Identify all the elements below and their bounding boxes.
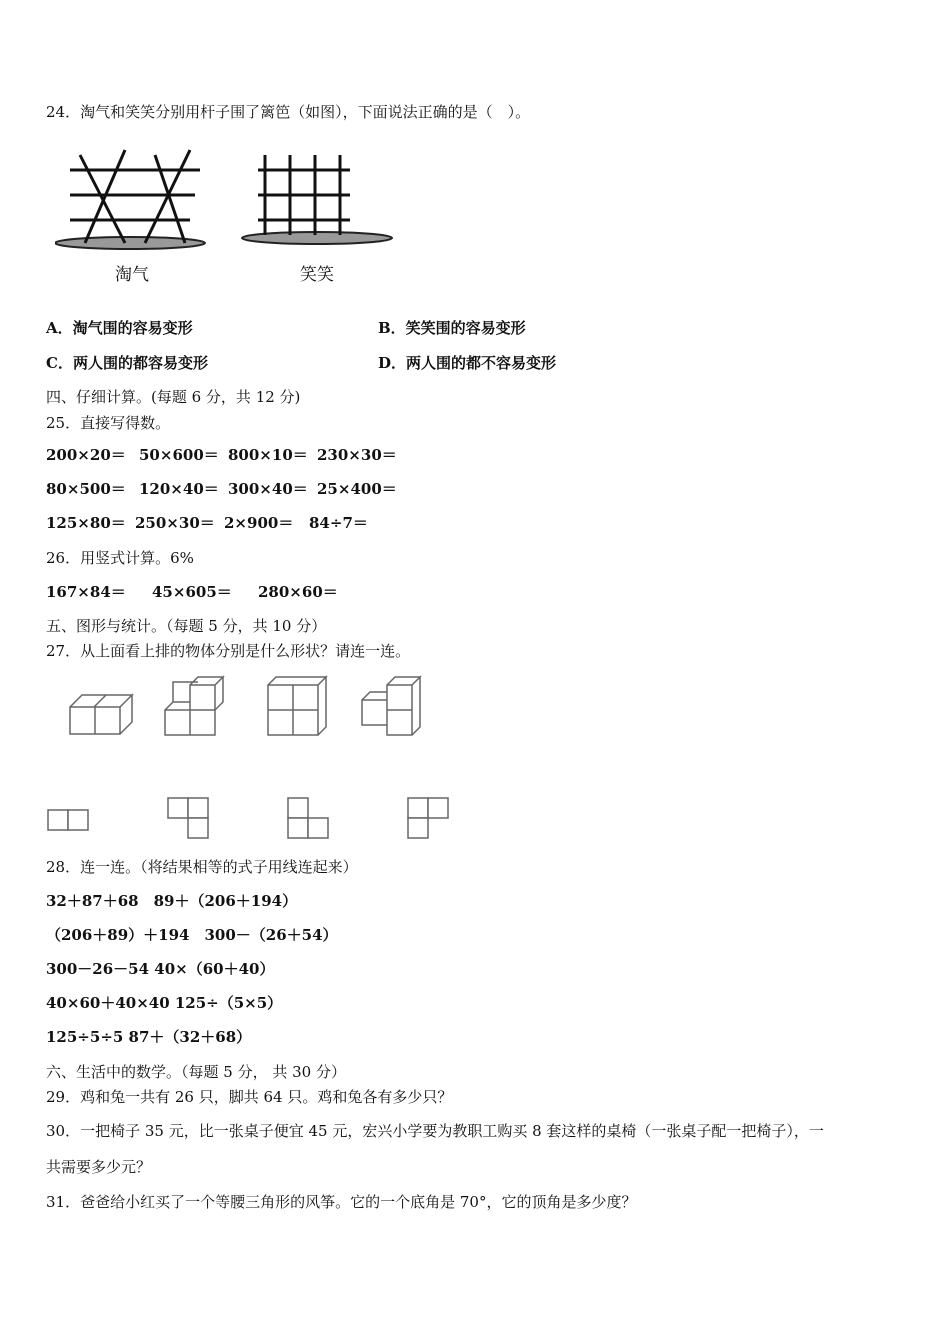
q25-stem: 25．直接写得数。: [46, 414, 171, 432]
q30-line2: 共需要多少元？: [46, 1158, 152, 1176]
option-d[interactable]: D．两人围的都不容易变形: [378, 354, 557, 372]
option-a[interactable]: A．淘气围的容易变形: [46, 319, 193, 337]
q29: 29．鸡和兔一共有 26 只，脚共 64 只。鸡和兔各有多少只？: [46, 1088, 453, 1106]
expr: 167×84＝: [46, 583, 126, 601]
q26-row: [46, 582, 338, 602]
option-c[interactable]: C．两人围的都容易变形: [46, 354, 208, 372]
expr: 80×500＝: [46, 480, 126, 498]
expr: 25×400＝: [317, 480, 397, 498]
expr: 45×605＝: [152, 583, 232, 601]
expr: 125×80＝: [46, 514, 126, 532]
q25-row: [46, 445, 397, 465]
q28-row: （206＋89）＋194 300－（26＋54）: [46, 926, 338, 944]
q25-row: [46, 479, 397, 499]
xiaoxiao-label: 笑笑: [300, 265, 334, 285]
q28-row: 32＋87＋68 89＋（206＋194）: [46, 892, 298, 910]
option-b[interactable]: B．笑笑围的容易变形: [378, 319, 526, 337]
q31: 31．爸爸给小红买了一个等腰三角形的风筝。它的一个底角是 70°，它的顶角是多少度？: [46, 1193, 637, 1211]
expr: 200×20＝: [46, 446, 126, 464]
q27-stem: 27．从上面看上排的物体分别是什么形状？请连一连。: [46, 642, 411, 660]
q28-stem: 28．连一连。（将结果相等的式子用线连起来）: [46, 858, 358, 876]
q30-line1: 30．一把椅子 35 元，比一张桌子便宜 45 元，宏兴小学要为教职工购买 8 套这样的桌椅（一张桌子配一把椅子），一: [46, 1122, 824, 1140]
expr: 250×30＝: [135, 514, 215, 532]
fence-xiaoxiao-figure: [240, 150, 400, 250]
q28-row: 125÷5÷5 87＋（32＋68）: [46, 1028, 252, 1046]
q25-row: [46, 513, 368, 533]
expr: 50×600＝: [139, 446, 219, 464]
expr: 280×60＝: [258, 583, 338, 601]
q24-stem: 24．淘气和笑笑分别用杆子围了篱笆（如图），下面说法正确的是（ ）。: [46, 103, 531, 121]
expr: 84÷7＝: [309, 514, 368, 532]
section-6-heading: 六、生活中的数学。（每题 5 分， 共 30 分）: [46, 1063, 346, 1081]
expr: 230×30＝: [317, 446, 397, 464]
expr: 2×900＝: [224, 514, 294, 532]
q26-stem: 26．用竖式计算。6%: [46, 549, 194, 567]
expr: 800×10＝: [228, 446, 308, 464]
q28-row: 300－26－54 40×（60＋40）: [46, 960, 275, 978]
expr: 120×40＝: [139, 480, 219, 498]
fence-taoqi-figure: [55, 145, 215, 255]
taoqi-label: 淘气: [115, 265, 149, 285]
section-4-heading: 四、仔细计算。(每题 6 分，共 12 分): [46, 388, 301, 406]
q28-row: 40×60＋40×40 125÷（5×5）: [46, 994, 283, 1012]
cube-figures: [40, 670, 460, 850]
section-5-heading: 五、图形与统计。（每题 5 分，共 10 分）: [46, 617, 327, 635]
expr: 300×40＝: [228, 480, 308, 498]
